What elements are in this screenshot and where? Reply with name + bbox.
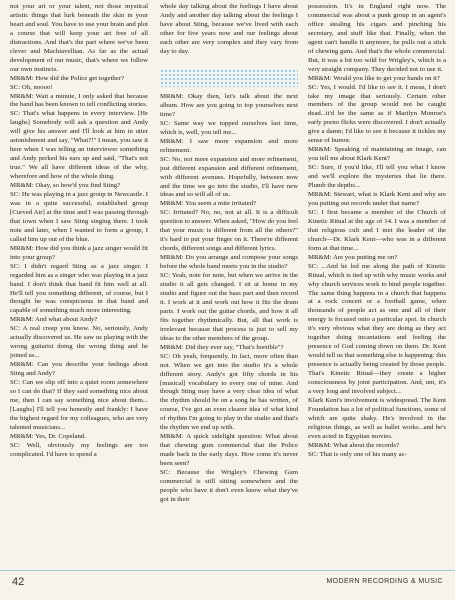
page-footer (0, 570, 455, 600)
paragraph: whole day talking about the feelings I have about Andy and another day talking about the feelings I have about Sting, because we've lived with each other for five years now and our feelings about each other are very complex and they vary from day to day. (160, 3, 298, 55)
paragraph: SC: ...And he led me along the path of Kinetic Ritual, which is tied up with why music works and why church services work to bind people together. The same thing happens in a church that happens at a rock concert or a football game, when thousands of people act as one and all of their energy is focused onto a particular spot. In church it's very obvious what they are doing as they act together doing incantations and feeling the presence of God coming down on them. Dr. Kent would tell us that something else is happening: this presence is actually being created by those people. That's Kinetic Ritual—they create a higher consciousness by joint participation. And, um, it's a very long and involved subject... (308, 262, 446, 395)
column-middle-body (160, 93, 298, 505)
paragraph: MR&M: Are you putting me on? (308, 253, 398, 261)
column-right (308, 3, 446, 569)
paragraph: MR&M: A quick sidelight question: What about that chewing gum commercial that the Police made back in the early days. How come it's never been seen? (160, 433, 298, 468)
column-middle (160, 3, 298, 569)
paragraph: possession. It's in England right now. The commercial was about a punk group in an agent's office stealing his cigars and pinching his secretary, and stuff like that. Finally, when the agent can't handle it anymore, he pulls out a stick of chewing gum. And that's the whole commercial. But, it was a bit too wild for Wrigley's, which is a very straight company. They decided not to use it. (308, 3, 446, 73)
paragraph: MR&M: What about the records? (308, 441, 399, 449)
paragraph: MR&M: Yes, Dr. Copeland. (10, 432, 86, 440)
paragraph: MR&M: Stewart, what is Klark Kent and why are you putting out records under that name? (308, 191, 446, 207)
magazine-name: MODERN RECORDING & MUSIC (326, 578, 443, 585)
paragraph: MR&M: Can you describe your feelings about Sting and Andy? (10, 361, 148, 378)
paragraph: MR&M: Would you like to get your hands on it? (308, 74, 440, 82)
halftone-divider (160, 69, 298, 87)
paragraph: MR&M: Wait a minute, I only asked that because the band has been known to tell conflicting stories. (10, 92, 148, 109)
paragraph: SC: Yeah, note for note, but when we arrive in the studio it all gets changed. I sit at home in my studio and figure out the bass part and then record it. I work at it and work out how it fits the drum parts. I work out the guitar chords, and how it all fits together rhythmically. But, all that work is irrelevant because that process is just to sell my ideas to the other members of the group. (160, 272, 298, 342)
paragraph: MR&M: And what about Andy? (10, 316, 98, 324)
paragraph: SC: He was playing in a jazz group in Newcastle. I was in a quite successful, established group [Curved Air] at the time and I was passing through that town when I saw Sting singing there. I took note and later, when I wanted to form a group, I called him up out of the blue. (10, 191, 148, 243)
paragraph: MR&M: I saw more expansion and more refinement. (160, 137, 298, 154)
paragraph: SC: Oh yeah, frequently. In fact, more often than not. When we get into the studio it's a whole different story. Andy's got fifty chords in his [musical] vocabulary to every one of mine. And though Sting may have a very clear idea of what the rhythm should be on a song he has written, of course, I've got an even clearer idea of what kind of rhythm I'm going to play in the studio and that's the rhythm we end up with. (160, 352, 298, 432)
paragraph: SC: That's what happens in every interview. [He laughs] Somebody will ask a question and Andy will give his answer and I'll look at him in utter astonishment and say, "What?!" I mean, you saw it here when I was telling an interviewer something and Andy perked his ears up and said, "That's not true." We all have different ideas of the why, wherefore and how of the whole thing. (10, 110, 148, 181)
paragraph: not your art or your talent, not those mystical artistic things that lurk beneath the skin in your heart and soul. You have to use your brain and plot a course that will keep your art free of all distractions. And that's the part where we've been clever and Machiavellian. As far as the actual development of our music, that's where we follow our own instincts. (10, 3, 148, 73)
paragraph: SC: No, not more expansion and more refinement, just different expansion and different refinement, with different avenues. Hopefully, between now and the time we go into the studio, I'll have new ideas and so will all of us. (160, 155, 298, 199)
paragraph: SC: Same way we topped ourselves last time, which is, well, you tell me... (160, 119, 298, 136)
paragraph: SC: Irritated? No, no, not at all. It is a difficult question to answer. When asked, "How do you feel that your music is different from all the others?" it's hard to put your finger on it. There're different chords, different songs and different lyrics. (160, 209, 298, 253)
page-number: 42 (12, 576, 25, 588)
paragraph: SC: Because the Wrigley's Chewing Gum commercial is still sitting somewhere and the people who have it don't even know what they've got in their (160, 469, 298, 503)
paragraph: MR&M: Do you arrange and compose your songs before the whole band meets you in the studio? (160, 254, 298, 271)
paragraph: Klark Kent's involvement is widespread. The Kent Foundation has a lot of political functions, some of which are quite shaky. He's involved in the religious things, as well as ballet works...and he's even acted in Egyptian movies. (308, 396, 446, 440)
paragraph: MR&M: How did you think a jazz singer would fit into your group? (10, 244, 148, 261)
paragraph: SC: I first became a member of the Church of Kinetic Ritual at the age of 14. I was a member of that religious cult and I met the leader of the church—Dr. Klark Kent—who was in a different form at that time... (308, 208, 446, 252)
column-middle-lead (160, 3, 298, 65)
paragraph: MR&M: Okay, so how'd you find Sting? (10, 182, 121, 190)
paragraph: SC: Well, obviously my feelings are too complicated. I'd have to spend a (10, 441, 148, 458)
paragraph: MR&M: You seem a mite irritated? (160, 200, 256, 208)
paragraph: SC: Yes, I would. I'd like to see it. I mean, I don't take my image that seriously. Certain other members of the group would not be caught dead...it'd be the same as if Marilyn Monroe's early porno flicks were discovered. I don't actually give a damn; I'd like to see it because it tickles my sense of humor. (308, 83, 446, 145)
paragraph: SC: Oh, noooo! (10, 83, 53, 91)
column-left (10, 3, 148, 569)
paragraph: MR&M: Did they ever say, "That's horrible"? (160, 343, 284, 351)
paragraph: MR&M: Speaking of maintaining an image, can you tell me about Klark Kent? (308, 146, 446, 163)
paragraph: SC: Can we slip off into a quiet room somewhere so I can do that? If they said something nice about me, then I can say something nice about them...[Laughs] I'll tell you honestly and frankly: I have the highest regard for my colleagues, who are very talented musicians... (10, 379, 148, 431)
paragraph: SC: A real creep you know. No, seriously, Andy actually discovered us. He saw us playing with the wrong guitarist doing the wrong thing and he joined us... (10, 325, 148, 360)
paragraph: MR&M: Okay then, let's talk about the next album. How are you going to top yourselves next time? (160, 93, 298, 118)
paragraph: SC: Sure, if you'd like, I'll tell you what I know and we'll explore the mysteries that lie there. Plumb the depths... (308, 164, 446, 190)
paragraph: SC: That is only one of his many ac- (308, 450, 407, 458)
paragraph: MR&M: How did the Police get together? (10, 74, 124, 82)
paragraph: SC: I didn't regard Sting as a jazz singer. I regarded him as a singer who was playing in a jazz band. I don't think that band fit him well at all. He'll tell you something different, of course, but I thought he was conspicuous in that band and capable of something much more interesting. (10, 262, 148, 315)
